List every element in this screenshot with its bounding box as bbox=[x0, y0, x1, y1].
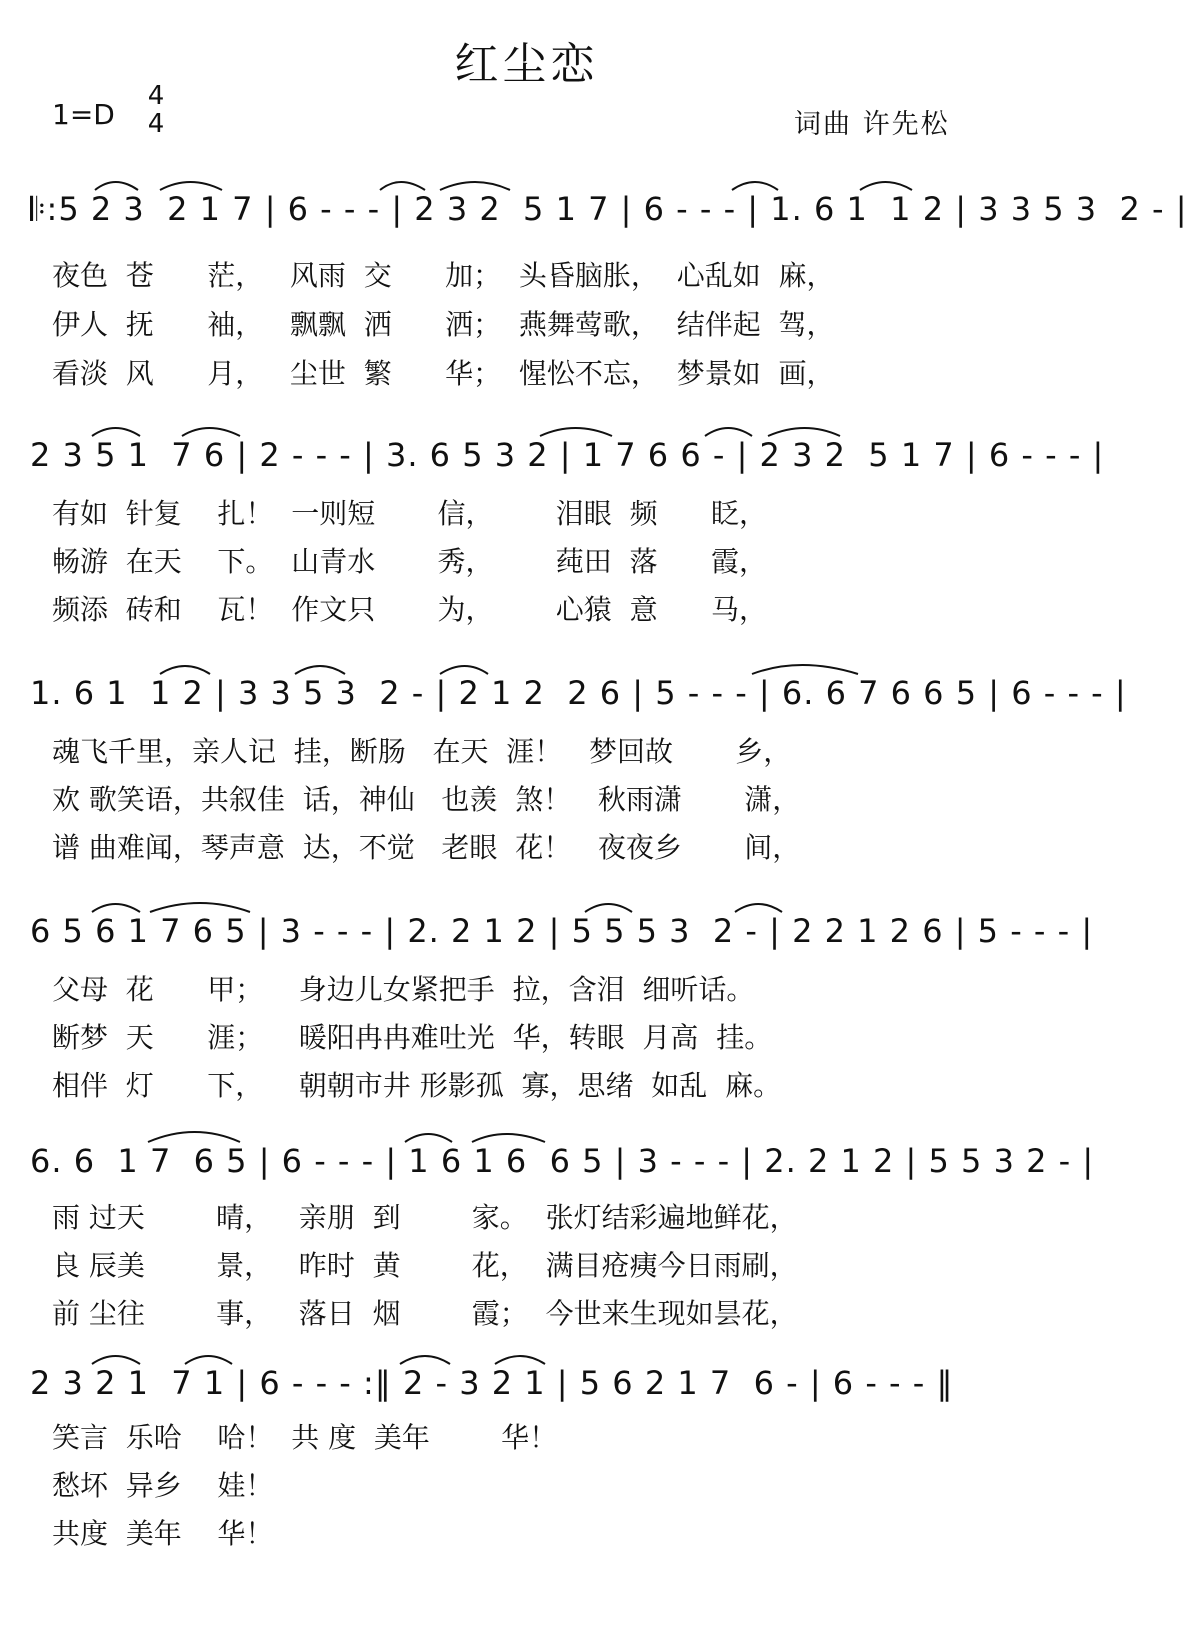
lyric-verse-3: 相伴 灯 下， 朝朝市井 形影孤 寡，思绪 如乱 麻。 bbox=[52, 1069, 782, 1102]
lyric-verse-2: 断梦 天 涯； 暖阳冉冉难吐光 华，转眼 月高 挂。 bbox=[52, 1021, 773, 1054]
lyric-verse-2: 愁坏 异乡 娃！ bbox=[52, 1469, 274, 1502]
lyricist-composer-credit: 词曲 许先松 bbox=[794, 109, 950, 140]
song-title: 红尘恋 bbox=[454, 39, 599, 90]
lyric-verse-1: 雨 过天 晴， 亲朋 到 家。 张灯结彩遍地鲜花， bbox=[52, 1201, 798, 1234]
notation-line: 2 3 2 1 7 1 | 6 - - - :‖ 2 - 3 2 1 | 5 6 2 1 7 6 - | 6 - - - ‖ bbox=[30, 1364, 954, 1402]
lyric-verse-1: 夜色 苍 茫， 风雨 交 加； 头昏脑胀， 心乱如 麻， bbox=[52, 259, 835, 292]
time-signature-top: 4 bbox=[147, 81, 165, 111]
lyric-verse-3: 频添 砖和 瓦！ 作文只 为， 心猿 意 马， bbox=[52, 593, 768, 626]
lyric-verse-2: 畅游 在天 下。 山青水 秀， 莼田 落 霞， bbox=[52, 545, 768, 578]
lyric-verse-3: 前 尘往 事， 落日 烟 霞； 今世来生现如昙花， bbox=[52, 1297, 798, 1330]
notation-line: 2 3 5 1 7 6 | 2 - - - | 3. 6 5 3 2 | 1 7 6 6 - | 2 3 2 5 1 7 | 6 - - - | bbox=[30, 436, 1105, 474]
lyric-verse-2: 欢 歌笑语，共叙佳 话，神仙 也羡 煞！ 秋雨潇 潇， bbox=[52, 783, 801, 816]
lyric-verse-1: 魂飞千里，亲人记 挂，断肠 在天 涯！ 梦回故 乡， bbox=[52, 735, 792, 768]
lyric-verse-3: 谱 曲难闻，琴声意 达，不觉 老眼 花！ 夜夜乡 间， bbox=[52, 831, 801, 864]
notation-line: 6 5 6 1 7 6 5 | 3 - - - | 2. 2 1 2 | 5 5 5 3 2 - | 2 2 1 2 6 | 5 - - - | bbox=[30, 912, 1094, 950]
lyric-verse-2: 伊人 抚 袖， 飘飘 洒 洒； 燕舞莺歌， 结伴起 驾， bbox=[52, 308, 835, 341]
lyric-verse-1: 父母 花 甲； 身边儿女紧把手 拉，含泪 细听话。 bbox=[52, 973, 755, 1006]
notation-line: 6. 6 1 7 6 5 | 6 - - - | 1 6 1 6 6 5 | 3 - - - | 2. 2 1 2 | 5 5 3 2 - | bbox=[30, 1142, 1095, 1180]
lyric-verse-3: 看淡 风 月， 尘世 繁 华； 惺忪不忘， 梦景如 画， bbox=[52, 357, 835, 390]
notation-line: 1. 6 1 1 2 | 3 3 5 3 2 - | 2 1 2 2 6 | 5 - - - | 6. 6 7 6 6 5 | 6 - - - | bbox=[30, 674, 1127, 712]
notation-line: 𝄆:5 2 3 2 1 7 | 6 - - - | 2 3 2 5 1 7 | 6 - - - | 1. 6 1 1 2 | 3 3 5 3 2 - | bbox=[30, 190, 1188, 228]
time-signature bbox=[145, 82, 167, 138]
lyric-verse-1: 笑言 乐哈 哈！ 共 度 美年 华！ bbox=[52, 1421, 558, 1454]
lyric-verse-3: 共度 美年 华！ bbox=[52, 1517, 274, 1550]
lyric-verse-2: 良 辰美 景， 昨时 黄 花， 满目疮痍今日雨刷， bbox=[52, 1249, 798, 1282]
time-signature-bottom: 4 bbox=[147, 109, 165, 139]
key-signature: 1=D bbox=[52, 98, 115, 131]
lyric-verse-1: 有如 针复 扎！ 一则短 信， 泪眼 频 眨， bbox=[52, 497, 768, 530]
